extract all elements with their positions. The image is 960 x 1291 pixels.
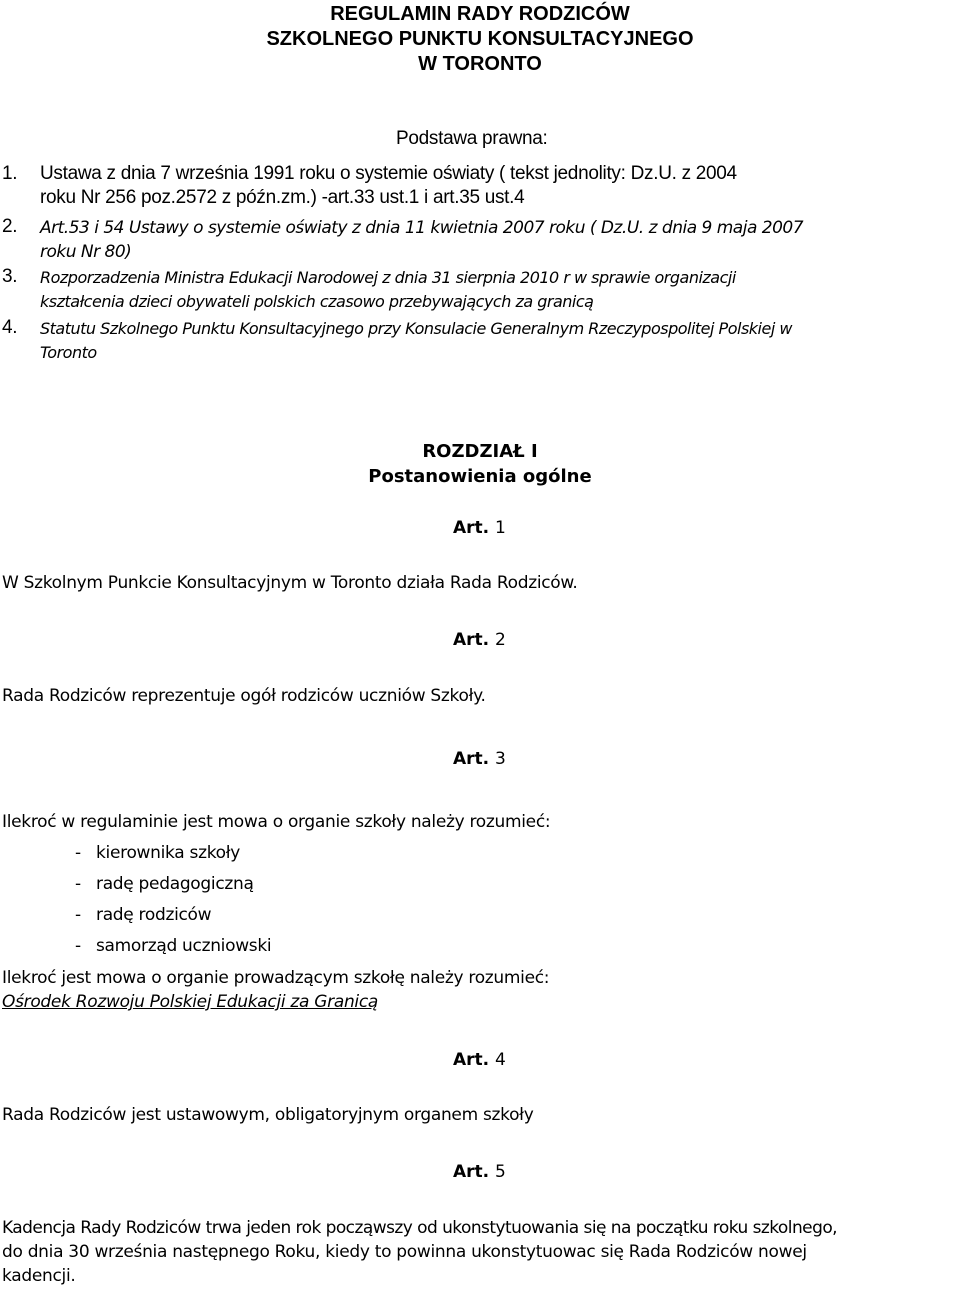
legal-item-number: 1.: [2, 163, 18, 184]
article-text: Kadencja Rady Rodziców trwa jeden rok począwszy od ukonstytuowania się na początku roku szkolnego,: [2, 1218, 838, 1238]
document-title-line-1: REGULAMIN RADY RODZICÓW: [330, 3, 630, 25]
legal-item-number: 2.: [2, 216, 18, 237]
legal-item-number: 3.: [2, 266, 18, 287]
article-heading: Art. 1: [453, 518, 506, 538]
legal-item-text: Statutu Szkolnego Punktu Konsultacyjnego przy Konsulacie Generalnym Rzeczypospolitej Polskiej w: [40, 319, 792, 338]
list-bullet: -: [75, 874, 81, 894]
article-text: kadencji.: [2, 1266, 76, 1286]
article-outro-italic: Ośrodek Rozwoju Polskiej Edukacji za Granicą: [2, 992, 379, 1012]
article-heading: Art. 2: [453, 630, 506, 650]
article-text: W Szkolnym Punkcie Konsultacyjnym w Toronto działa Rada Rodziców.: [2, 573, 578, 593]
list-bullet: -: [75, 936, 81, 956]
article-heading: Art. 3: [453, 749, 506, 769]
legal-item-text: Toronto: [40, 343, 97, 362]
list-item: radę rodziców: [96, 905, 212, 925]
list-item: radę pedagogiczną: [96, 874, 254, 894]
document-title-line-2: SZKOLNEGO PUNKTU KONSULTACYJNEGO: [266, 28, 694, 50]
article-outro: Ilekroć jest mowa o organie prowadzącym szkołę należy rozumieć:: [2, 968, 550, 988]
article-text: Rada Rodziców reprezentuje ogół rodziców uczniów Szkoły.: [2, 686, 486, 706]
chapter-title: ROZDZIAŁ I: [422, 441, 538, 462]
legal-item-text: roku Nr 256 poz.2572 z późn.zm.) -art.33 ust.1 i art.35 ust.4: [40, 187, 525, 208]
legal-item-text: roku Nr 80): [40, 242, 132, 262]
document-title-line-3: W TORONTO: [418, 53, 542, 75]
legal-item-number: 4.: [2, 317, 18, 338]
chapter-subtitle: Postanowienia ogólne: [368, 466, 592, 487]
legal-item-text: Art.53 i 54 Ustawy o systemie oświaty z dnia 11 kwietnia 2007 roku ( Dz.U. z dnia 9 maja 2007: [40, 218, 804, 238]
list-bullet: -: [75, 905, 81, 925]
list-item: samorząd uczniowski: [96, 936, 272, 956]
list-item: kierownika szkoły: [96, 843, 241, 863]
article-text: do dnia 30 września następnego Roku, kiedy to powinna ukonstytuowac się Rada Rodziców nowej: [2, 1242, 807, 1262]
legal-basis-label: Podstawa prawna:: [396, 128, 548, 149]
legal-item-text: Rozporzadzenia Ministra Edukacji Narodowej z dnia 31 sierpnia 2010 r w sprawie organizacji: [40, 268, 736, 287]
article-text: Rada Rodziców jest ustawowym, obligatoryjnym organem szkoły: [2, 1105, 534, 1125]
article-intro: Ilekroć w regulaminie jest mowa o organie szkoły należy rozumieć:: [2, 812, 551, 832]
legal-item-text: kształcenia dzieci obywateli polskich czasowo przebywających za granicą: [40, 292, 594, 311]
legal-item-text: Ustawa z dnia 7 września 1991 roku o systemie oświaty ( tekst jednolity: Dz.U. z 2004: [40, 163, 737, 184]
article-heading: Art. 5: [453, 1162, 506, 1182]
article-heading: Art. 4: [453, 1050, 506, 1070]
list-bullet: -: [75, 843, 81, 863]
